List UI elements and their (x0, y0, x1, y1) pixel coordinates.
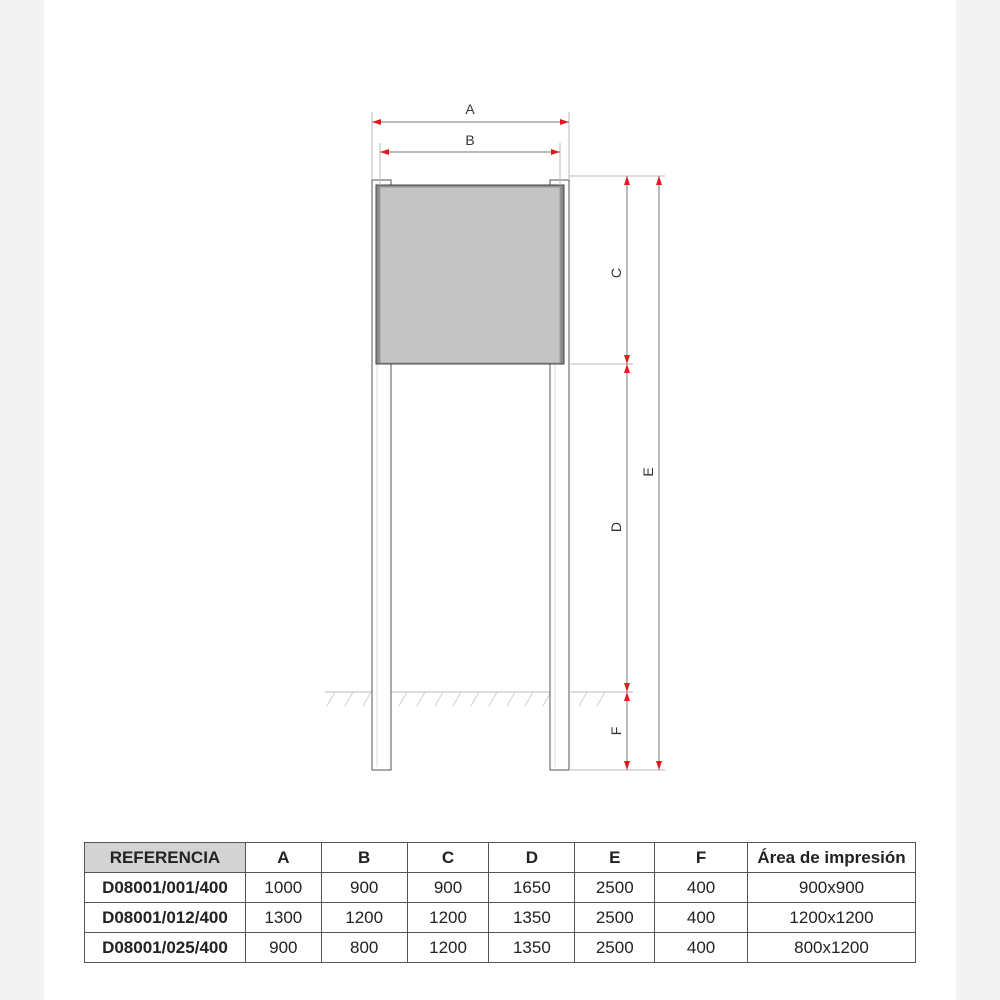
ground-hatch (327, 692, 335, 706)
specifications-table (84, 842, 916, 963)
ground-hatch (399, 692, 407, 706)
table-row (85, 903, 916, 933)
table-row (85, 873, 916, 903)
cell-area-impresion: 800x1200 (747, 933, 915, 963)
cell-c: 1200 (407, 933, 489, 963)
dimension-label-f: F (608, 726, 624, 736)
dimension-label-d: D (608, 521, 624, 533)
cell-area-impresion: 1200x1200 (747, 903, 915, 933)
cell-b: 900 (321, 873, 407, 903)
header-referencia: REFERENCIA (85, 843, 246, 873)
dimension-label-e: E (640, 467, 656, 477)
cell-f: 400 (655, 903, 748, 933)
cell-referencia: D08001/001/400 (85, 873, 246, 903)
cell-a: 1300 (245, 903, 321, 933)
ground-hatch (471, 692, 479, 706)
ground-hatch (489, 692, 497, 706)
cell-a: 900 (245, 933, 321, 963)
header-b: B (321, 843, 407, 873)
printing-area-panel (380, 187, 560, 363)
cell-referencia: D08001/025/400 (85, 933, 246, 963)
ground-hatch (507, 692, 515, 706)
ground-hatch (345, 692, 353, 706)
ground-hatch (579, 692, 587, 706)
ground-hatch (417, 692, 425, 706)
ground-hatch (363, 692, 371, 706)
dimension-label-a: A (465, 101, 475, 117)
dimension-label-c: C (608, 267, 624, 279)
table-header-row (85, 843, 916, 873)
header-a: A (245, 843, 321, 873)
cell-e: 2500 (575, 933, 655, 963)
cell-a: 1000 (245, 873, 321, 903)
ground-hatch (525, 692, 533, 706)
header-f: F (655, 843, 748, 873)
cell-referencia: D08001/012/400 (85, 903, 246, 933)
header-c: C (407, 843, 489, 873)
ground-hatch (435, 692, 443, 706)
cell-b: 800 (321, 933, 407, 963)
cell-e: 2500 (575, 873, 655, 903)
header-e: E (575, 843, 655, 873)
cell-f: 400 (655, 873, 748, 903)
cell-d: 1350 (489, 903, 575, 933)
cell-b: 1200 (321, 903, 407, 933)
cell-d: 1650 (489, 873, 575, 903)
ground-hatch (453, 692, 461, 706)
table-row (85, 933, 916, 963)
cell-c: 900 (407, 873, 489, 903)
cell-e: 2500 (575, 903, 655, 933)
dimension-label-b: B (465, 132, 475, 148)
cell-d: 1350 (489, 933, 575, 963)
header-area-impresion: Área de impresión (747, 843, 915, 873)
cell-f: 400 (655, 933, 748, 963)
header-d: D (489, 843, 575, 873)
ground-hatch (597, 692, 605, 706)
cell-c: 1200 (407, 903, 489, 933)
cell-area-impresion: 900x900 (747, 873, 915, 903)
